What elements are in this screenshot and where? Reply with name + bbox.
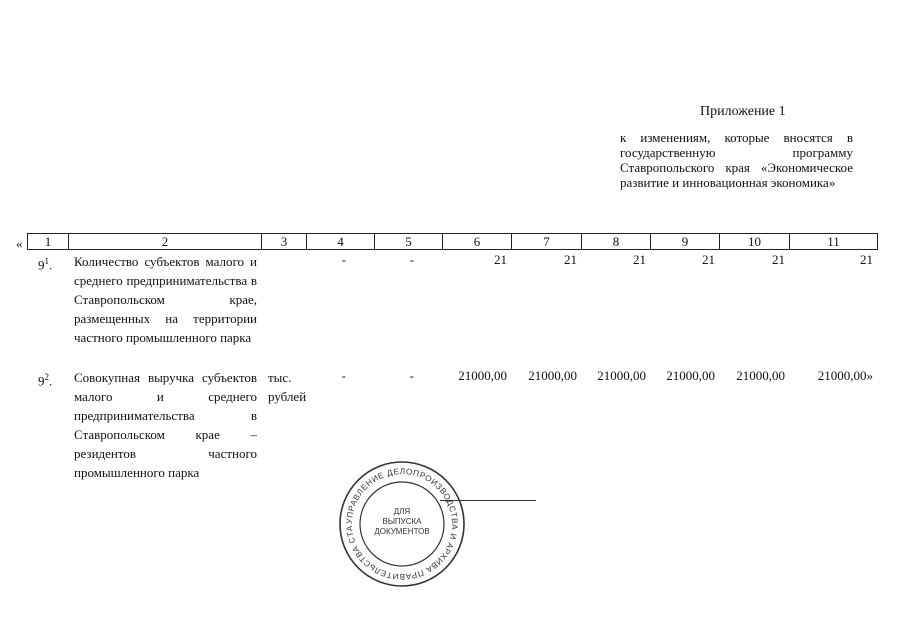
row-col11: 21: [860, 252, 873, 267]
svg-text:ДЛЯ: ДЛЯ: [393, 507, 411, 516]
col-header-6: 6: [442, 233, 512, 250]
col-header-1: 1: [27, 233, 69, 250]
row-col4: -: [341, 252, 346, 267]
row-col9: 21000,00: [666, 368, 715, 383]
stamp-ring-text: УПРАВЛЕНИЕ ДЕЛОПРОИЗВОДСТВА И АРХИВА ПРАВИТЕЛЬСТВА СТА: [344, 466, 460, 582]
svg-text:ВЫПУСКА: ВЫПУСКА: [382, 517, 422, 526]
row-number-suffix: .: [49, 257, 53, 273]
row-col11: 21000,00»: [817, 368, 873, 383]
col-header-10: 10: [719, 233, 790, 250]
row-col7: 21: [564, 252, 577, 267]
col-header-11: 11: [789, 233, 878, 250]
col-header-2: 2: [68, 233, 262, 250]
row-number-superscript: 1: [44, 256, 49, 266]
row-unit: тыс. рублей: [268, 370, 307, 404]
appendix-title: Приложение 1: [700, 104, 786, 119]
row-col4: -: [341, 368, 346, 383]
col-header-8: 8: [581, 233, 651, 250]
row-col8: 21000,00: [597, 368, 646, 383]
row-number-superscript: 2: [44, 372, 49, 382]
row-number: [38, 252, 52, 274]
appendix-description: к изменениям, которые вносятся в государственную программу Ставропольского края «Экономическое развитие и инновационная экономика»: [620, 130, 853, 190]
row-description: Совокупная выручка субъектов малого и среднего предпринимательства в Ставропольском крае – резидентов частного промышленного парка: [74, 370, 257, 480]
row-col6: 21000,00: [458, 368, 507, 383]
col-header-9: 9: [650, 233, 720, 250]
col-header-3: 3: [261, 233, 307, 250]
row-col9: 21: [702, 252, 715, 267]
row-col5: -: [409, 252, 414, 267]
row-number: [38, 368, 52, 390]
row-col5: -: [409, 368, 414, 383]
row-col6: 21: [494, 252, 507, 267]
row-col7: 21000,00: [528, 368, 577, 383]
row-col10: 21000,00: [736, 368, 785, 383]
official-stamp: [338, 460, 466, 588]
col-header-7: 7: [511, 233, 582, 250]
col-header-4: 4: [306, 233, 375, 250]
row-number-main: 9: [38, 373, 45, 389]
row-col10: 21: [772, 252, 785, 267]
svg-text:ДОКУМЕНТОВ: ДОКУМЕНТОВ: [374, 527, 430, 536]
row-col8: 21: [633, 252, 646, 267]
stamp-seal-icon: [338, 460, 466, 588]
row-number-main: 9: [38, 257, 45, 273]
col-header-5: 5: [374, 233, 443, 250]
opening-quote: «: [16, 236, 23, 251]
row-description: Количество субъектов малого и среднего предпринимательства в Ставропольском крае, размещенных на территории частного промышленного парка: [74, 254, 257, 345]
row-number-suffix: .: [49, 373, 53, 389]
